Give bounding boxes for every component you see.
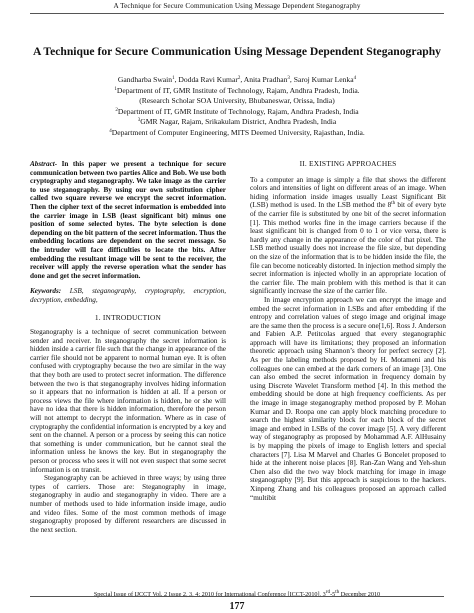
right-column xyxy=(250,160,446,502)
conference-note-before: Special Issue of IJCCT Vol. 2 Issue 2, 3, 4; 2010 for International Conference [ICCT-2010], 3 xyxy=(93,591,326,599)
conference-note-mid: -5 xyxy=(330,591,336,599)
affiliation-sup: 1 xyxy=(114,86,117,92)
keywords xyxy=(30,287,226,304)
lsb-text-after: bit of every byte of the carrier file is substituted by one bit of the secret information [1]. This method works fine in the image carriers because if the least significant bit is changed from 0 to 1 or vice versa, there is hardly any change in the appearance of the color of that pixel. The LSB method usually does not increase the file size, but depending on the size of the information that is to be hidden inside the file, the file can become noticeably distorted. In injection method simply the secret information is injected wholly in an appropriate location of the carrier file. The main problem with this method is that it can significantly increase the size of the carrier file. xyxy=(250,201,447,296)
affiliation-line xyxy=(40,96,434,107)
intro-paragraph: Steganography is a technique of secret communication between sender and receiver. In steganography the secret information is hidden inside a carrier file such that the change in appearance of the carrier file should not be apparent to normal human eye. It is often confused with cryptography because the two are similar in the way that they both are used to protect secret information. The difference between the two is that steganography involves hiding information so it appears that no information is hidden at all. If a person or process views the file where information is hidden, he or she will have no idea that there is hidden information, therefore the person will not attempt to decrypt the information. Where as in case of cryptography the confidential information is encrypted by a key and sent on the channel. A person or a process by seeing this can notice that something is under communication, but he cannot steal the information unless he knows the key. But in steganography the person or process who sees it will not even suspect that some secret information is on transit. xyxy=(30,328,226,474)
lsb-text-before: To a computer an image is simply a file that shows the different colors and intensities of light on different areas of an image. When hiding information inside images usually Least Significant Bit (LSB) method is used. In the LSB method the 8 xyxy=(250,175,446,210)
left-column xyxy=(30,160,226,534)
affiliation-sup: 3 xyxy=(137,118,141,124)
affiliation-line xyxy=(40,117,434,128)
affiliation-text: Department of Computer Engineering, MITS Deemed University, Rajasthan, India. xyxy=(111,127,365,137)
author-sup: 2 xyxy=(237,76,241,81)
intro-paragraph: Steganography can be achieved in three ways; by using three types of carriers. Those are: Steganography in image, steganography in audio and steganography in video. There are a number of methods used to hide information inside image, audio and video files. Some of the most common methods of image steganography proposed by different researchers are discussed in the next section. xyxy=(30,474,226,534)
author-names: Gandharba Swain$^1$, Dodda Ravi Kumar$^2$, Anita Pradhan$^3$, Saroj Kumar Lenka$^4$ xyxy=(117,75,357,84)
affiliation-line xyxy=(40,107,434,118)
author-block xyxy=(40,75,434,139)
author-name: Anita Pradhan xyxy=(243,75,288,84)
affiliation-text: Department of IT, GMR Institute of Technology, Rajam, Andhra Pradesh, India xyxy=(117,106,359,116)
page-number: 177 xyxy=(229,601,245,612)
affiliation-line xyxy=(40,128,434,139)
conference-sup-rd: rd xyxy=(325,589,331,595)
affiliation-text: Department of IT, GMR Institute of Technology, Rajam, Andhra Pradesh, India. xyxy=(116,85,360,95)
paper-title: A Technique for Secure Communication Using Message Dependent Steganography xyxy=(33,45,441,58)
existing-paragraph: In image encryption approach we can encrypt the image and embed the secret information in LSBs and after embedding if the entropy and correlation values of stego image and original image are the same then the process is a secure one[1,6]. Ross J. Anderson and Fabien A.P. Petitcolas argued that every steganographic approach will have its limitations; they proposed an information theoretic approach using Shannon’s theory for perfect secrecy [2]. As per the labeling methods proposed by H. Motameni and his colleagues one can embed at the dark corners of an image [3]. One can also embed the secret information in frequency domain by using Discrete Wavelet Transform method [4]. In this method the embedding should be done at high frequency coefficients. As per the image in image steganography method proposed by P. Mohan Kumar and D. Roopa one can apply block matching procedure to search the highest similarity block for each block of the secret image and embed in LSBs of the cover image [5]. A very different way of steganography as proposed by Mohammad A.F. AlHusainy is by mapping the pixels of image to English letters and special characters [7]. Lisa M Marvel and Charles G Boncelet proposed to hide at the inherent noise places [8]. Ran-Zan Wang and Yeh-shun Chen also did the two way block matching for image in image steganography [9]. But this approach is suspicious to the hackers. Xinpeng Zhang and his colleagues proposed an approach called “multibit xyxy=(250,295,446,502)
lsb-sup: th xyxy=(391,201,396,207)
author-sup: 3 xyxy=(287,76,290,81)
author-name: Dodda Ravi Kumar xyxy=(178,75,238,84)
running-head: A Technique for Secure Communication Using Message Dependent Steganography xyxy=(113,2,361,10)
section-heading-existing-approaches: II. EXISTING APPROACHES xyxy=(299,159,397,168)
abstract-lead: Abstract- xyxy=(30,160,58,168)
author-sup: 1 xyxy=(172,76,175,81)
conference-note-after: December 2010 xyxy=(339,591,381,599)
abstract xyxy=(30,160,226,280)
affiliation-sup: 2 xyxy=(115,107,118,113)
affiliation-text: GMR Nagar, Rajam, Srikakulam District, Andhra Pradesh, India xyxy=(140,117,337,127)
keywords-lead: Keywords: xyxy=(30,287,62,296)
author-name: Gandharba Swain xyxy=(117,75,173,84)
affiliation-line xyxy=(40,86,434,97)
abstract-text: In this paper we present a technique for secure communication between two parties Alice and Bob. We use both cryptography and steganography. We take image as the carrier to use steganography. By using our own substitution cipher called two square reverse we encrypt the secret information. Then the cipher text of the secret information is embedded into the carrier image in LSB (least significant bit) minus one position of some selected bytes. The byte selection is done depending on the bit pattern of the secret information. Thus the embedding locations are dependent on the secret message. So the intruder will face difficulties to locate the bits. After embedding the resultant image will be sent to the receiver, the receiver will apply the reverse operation what the sender has done and get the secret information. xyxy=(30,160,226,280)
conference-sup-th: th xyxy=(335,589,340,595)
affiliation-text: (Research Scholar SOA University, Bhubaneswar, Orissa, India) xyxy=(139,96,335,106)
affiliation-sup: 4 xyxy=(109,128,112,134)
author-name: Saroj Kumar Lenka xyxy=(293,75,354,84)
section-heading-introduction: 1. INTRODUCTION xyxy=(94,312,162,322)
header-rule xyxy=(30,13,444,14)
footer-rule xyxy=(30,596,444,597)
keywords-text: LSB, steganography, cryptography, encryption, decryption, embedding, xyxy=(30,287,226,304)
author-sup: 4 xyxy=(353,76,357,81)
lsb-paragraph xyxy=(250,176,446,296)
